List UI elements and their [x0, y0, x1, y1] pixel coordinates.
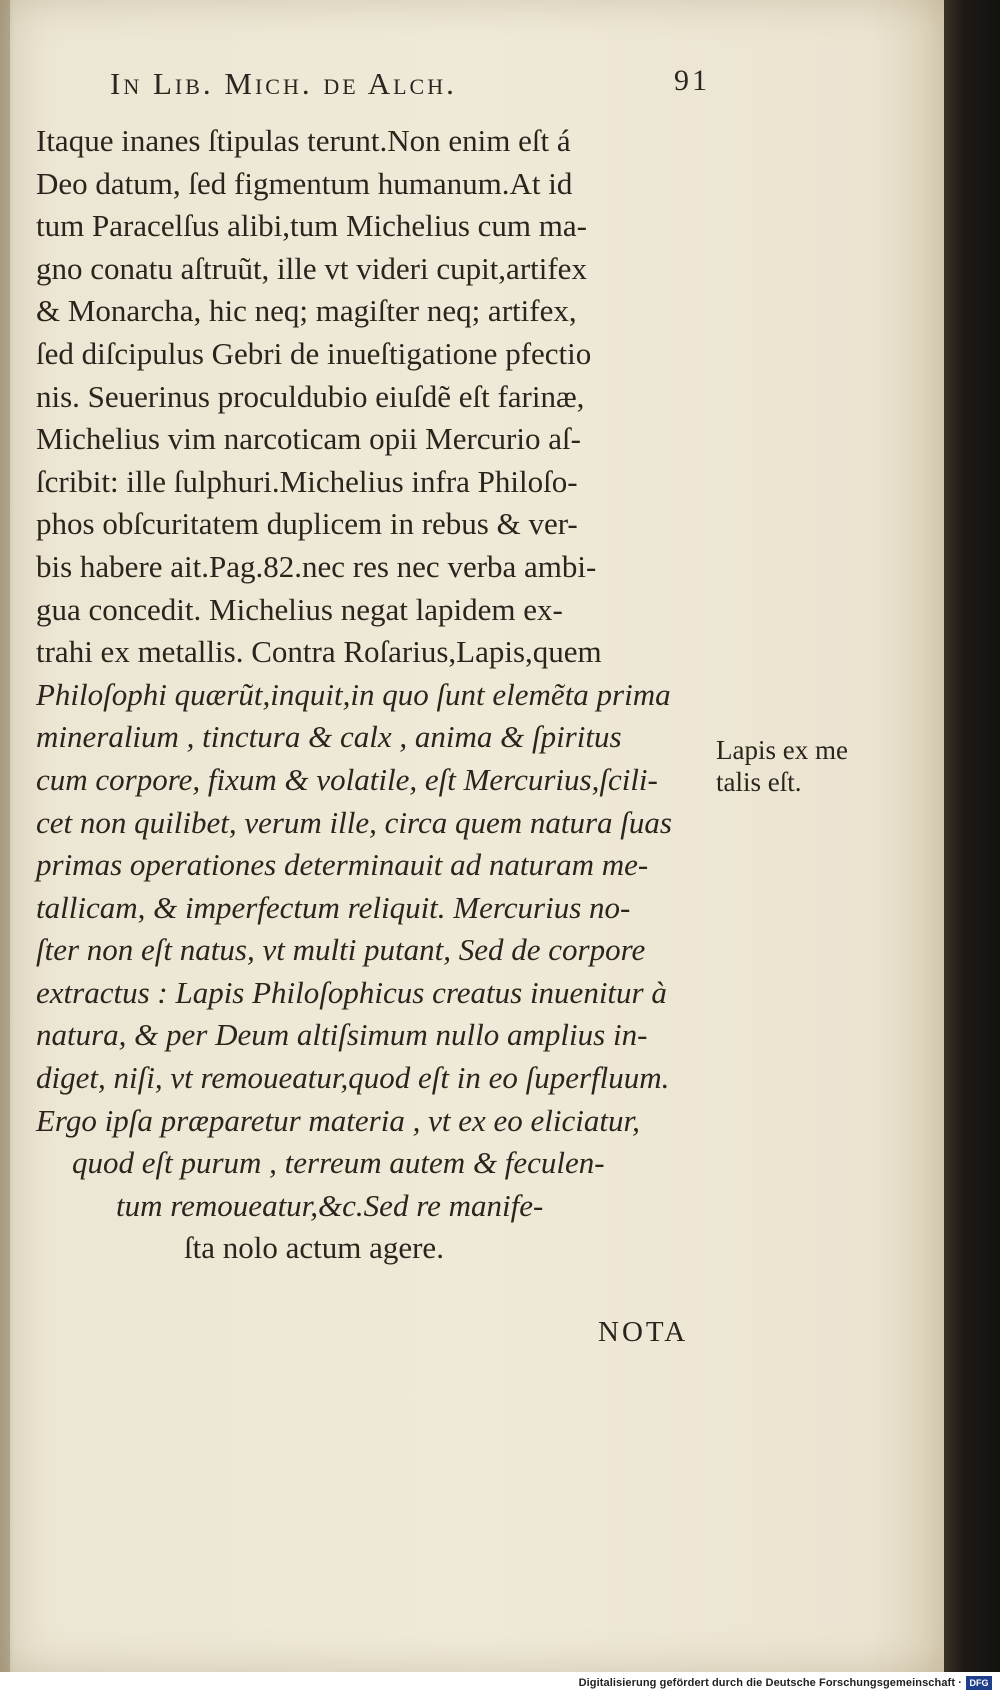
body-text — [36, 120, 714, 1270]
text-line: tum remoueatur,&c.Sed re manife- — [116, 1187, 544, 1223]
scan-background-edge — [944, 0, 1000, 1672]
text-line: Michelius vim narcoticam opii Mercurio aſ- — [36, 421, 581, 457]
page-gutter-shadow — [0, 0, 10, 1672]
running-header — [70, 62, 710, 106]
text-line: Deo datum, ſed figmentum humanum.At id — [36, 165, 573, 201]
text-line: & Monarcha, hic neq; magiſter neq; artifex, — [36, 293, 577, 329]
text-line: mineralium , tinctura & calx , anima & ſpiritus — [36, 719, 622, 755]
footer-bar — [0, 1672, 1000, 1695]
marginal-note — [716, 734, 896, 798]
running-title: In Lib. Mich. de Alch. — [110, 66, 457, 101]
text-line: Itaque inanes ſtipulas terunt.Non enim eſt á — [36, 123, 571, 158]
text-line: cum corpore, fixum & volatile, eſt Mercurius,ſcili- — [36, 761, 658, 797]
text-line: primas operationes determinauit ad naturam me- — [36, 847, 649, 883]
text-line: Philoſophi quærũt,inquit,in quo ſunt elemẽta prima — [36, 676, 671, 712]
text-line: gua concedit. Michelius negat lapidem ex- — [36, 591, 563, 627]
text-line: trahi ex metallis. Contra Roſarius,Lapis,quem — [36, 634, 602, 670]
text-line: phos obſcuritatem duplicem in rebus & ver- — [36, 506, 578, 542]
text-line: ſter non eſt natus, vt multi putant, Sed de corpore — [36, 932, 646, 968]
text-line: cet non quilibet, verum ille, circa quem natura ſuas — [36, 804, 672, 840]
text-line: ſcribit: ille ſulphuri.Michelius infra Philoſo- — [36, 463, 578, 499]
text-line: tallicam, & imperfectum reliquit. Mercurius no- — [36, 889, 631, 925]
text-line: extractus : Lapis Philoſophicus creatus inuenitur à — [36, 974, 667, 1010]
dfg-logo: DFG — [966, 1676, 992, 1690]
text-line: diget, niſi, vt remoueatur,quod eſt in eo ſuperfluum. — [36, 1060, 670, 1096]
text-line: quod eſt purum , terreum autem & feculen- — [72, 1145, 605, 1181]
marginal-note-line: Lapis ex me — [716, 735, 848, 765]
text-line: gno conatu aſtruũt, ille vt videri cupit,artifex — [36, 250, 587, 286]
text-line: ſed diſcipulus Gebri de inueſtigatione pfectio — [36, 335, 592, 371]
text-line: tum Paracelſus alibi,tum Michelius cum ma- — [36, 208, 587, 244]
marginal-note-line: talis eſt. — [716, 767, 802, 797]
text-line: ſta nolo actum agere. — [184, 1230, 444, 1266]
page-number: 91 — [674, 64, 710, 97]
text-line: Ergo ipſa præparetur materia , vt ex eo eliciatur, — [36, 1102, 640, 1138]
text-line: bis habere ait.Pag.82.nec res nec verba ambi- — [36, 548, 597, 584]
text-line: nis. Seuerinus proculdubio eiuſdẽ eſt farinæ, — [36, 378, 585, 414]
text-line: natura, & per Deum altiſsimum nullo amplius in- — [36, 1017, 648, 1053]
footer-credit: Digitalisierung gefördert durch die Deutsche Forschungsgemeinschaft · — [578, 1677, 962, 1689]
catchword: NOTA — [598, 1316, 689, 1348]
